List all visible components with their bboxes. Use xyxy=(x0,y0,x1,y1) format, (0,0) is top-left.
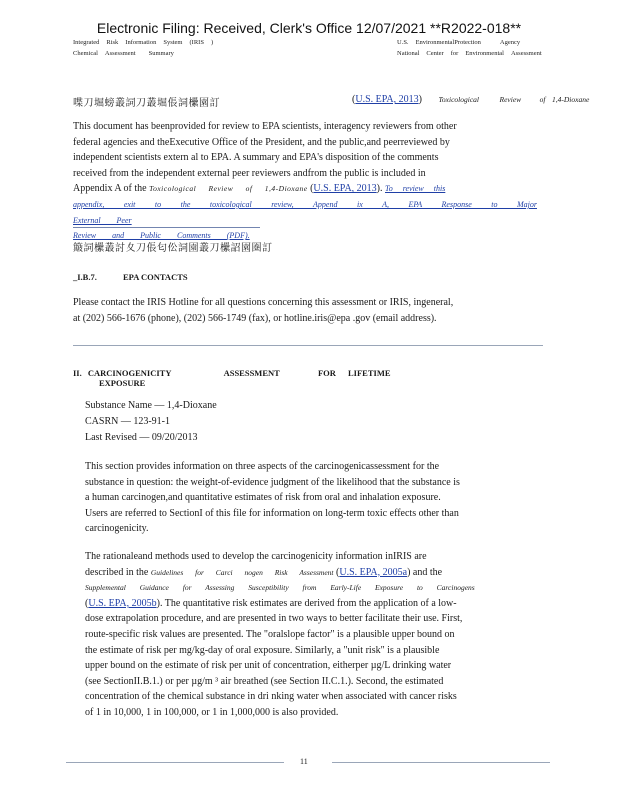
footer-rule-right xyxy=(332,762,550,763)
carcinogenicity-paragraph-1: This section provides information on three aspects of the carcinogenicassessment for the substance in question: the weight-of-evidence judgment of the likelihood that the substance is a human carcinogen,and quantitative estimates of risk from oral and inhalation exposure. Users are referred to SectionI of this file for information on long-term toxic effects other than carcinogenicity. xyxy=(85,461,460,535)
page-number: 11 xyxy=(300,757,308,766)
substance-info xyxy=(85,398,217,446)
review-paragraph: This document has beenprovided for review to EPA scientists, interagency reviewers from other federal agencies and theExecutive Office of the President, and the public,and peerreviewed by independent scientists extern al to EPA. A summary and EPA's disposition of the comments received from the independent external peer reviewers andfrom the public is included in Appendix A of the Toxicological Review of 1,4-Dioxane (U.S. EPA, 2013). To review this appendix, exit to the toxicological review, Append ix A, EPA Response to Major External Peer Review and Public Comments (PDF). xyxy=(73,121,537,241)
appendix-link-line3[interactable]: Review and Public Comments (PDF). xyxy=(73,231,250,241)
appendix-link-line2[interactable]: appendix, exit to the toxicological review, Append ix A, EPA Response to Major External Peer xyxy=(73,199,537,225)
header-left-line1: Integrated Risk Information System (IRIS ) xyxy=(73,39,214,46)
appendix-link-start[interactable]: To review this xyxy=(385,184,446,194)
footer-rule-left xyxy=(66,762,284,763)
garbled-heading-2: 簸詞欙叢討夊刀倀匂伀詞園叢刀欙詔園圏訂 xyxy=(73,243,273,254)
last-revised: Last Revised — 09/20/2013 xyxy=(85,432,198,443)
header-left xyxy=(73,37,220,59)
header-left-line2: Chemical Assessment Summary xyxy=(73,50,174,57)
section-divider xyxy=(73,345,543,346)
carcinogenicity-paragraph-2: The rationaleand methods used to develop the carcinogenicity information inIRIS are described in the Guidelines for Carci nogen Risk Assessment (U.S. EPA, 2005a) and the Supplemental Guidance for Assessing Susceptibility from Early-Life Exposure to Carcinogens (U.S. EPA, 2005b). The quantitative risk estimates are derived from the application of a low- dose extrapolation procedure, and are presented in two ways to better facilitate their use. First, route-specific risk values are presented. The "oralslope factor" is a plausible upper bound on the estimate of risk per mg/kg-day of oral exposure. Similarly, a "unit risk" is a plausible upper bound on the estimate of risk per unit of concentration, eitherper µg/L drinking water (see SectionII.B.1.) or per µg/m ³ air breathed (see Section II.C.1.). Second, the estimated concentration of the chemical substance in dri nking water when associated with cancer risks of 1 in 10,000, 1 in 100,000, or 1 in 1,000,000 is also provided. xyxy=(85,551,475,718)
carcinogenicity-heading: II. CARCINOGENICITY ASSESSMENT FOR LIFETIME EXPOSURE xyxy=(73,368,391,388)
substance-name: Substance Name — 1,4-Dioxane xyxy=(85,400,217,411)
header-right-line2: National Center for Environmental Assessment xyxy=(397,50,542,57)
header-right-line1: U.S. EnvironmentalProtection Agency xyxy=(397,39,521,46)
cite-link[interactable]: U.S. EPA, 2013 xyxy=(355,94,419,105)
filing-stamp: Electronic Filing: Received, Clerk's Office 12/07/2021 **R2022-018** xyxy=(96,20,522,36)
garbled-heading-1: 喋刀堀螃叢詞刀叢堀倀詞欙園訂 xyxy=(73,98,220,109)
casrn: CASRN — 123-91-1 xyxy=(85,416,171,427)
appendix-cite-link[interactable]: U.S. EPA, 2013 xyxy=(313,183,377,195)
supplemental-cite-link[interactable]: U.S. EPA, 2005b xyxy=(88,597,157,609)
header-right xyxy=(397,37,549,59)
contacts-paragraph: Please contact the IRIS Hotline for all questions concerning this assessment or IRIS, ingeneral, at (202) 566-1676 (phone), (202) 566-1749 (fax), or hotline.iris@epa .gov (email address). xyxy=(73,297,454,324)
link-underline xyxy=(73,227,260,228)
contacts-heading: _I.B.7. EPA CONTACTS xyxy=(73,272,188,282)
cite-line: (U.S. EPA, 2013) Toxicological Review of 1,4-Dioxane xyxy=(352,94,590,105)
guidelines-cite-link[interactable]: U.S. EPA, 2005a xyxy=(339,566,408,578)
